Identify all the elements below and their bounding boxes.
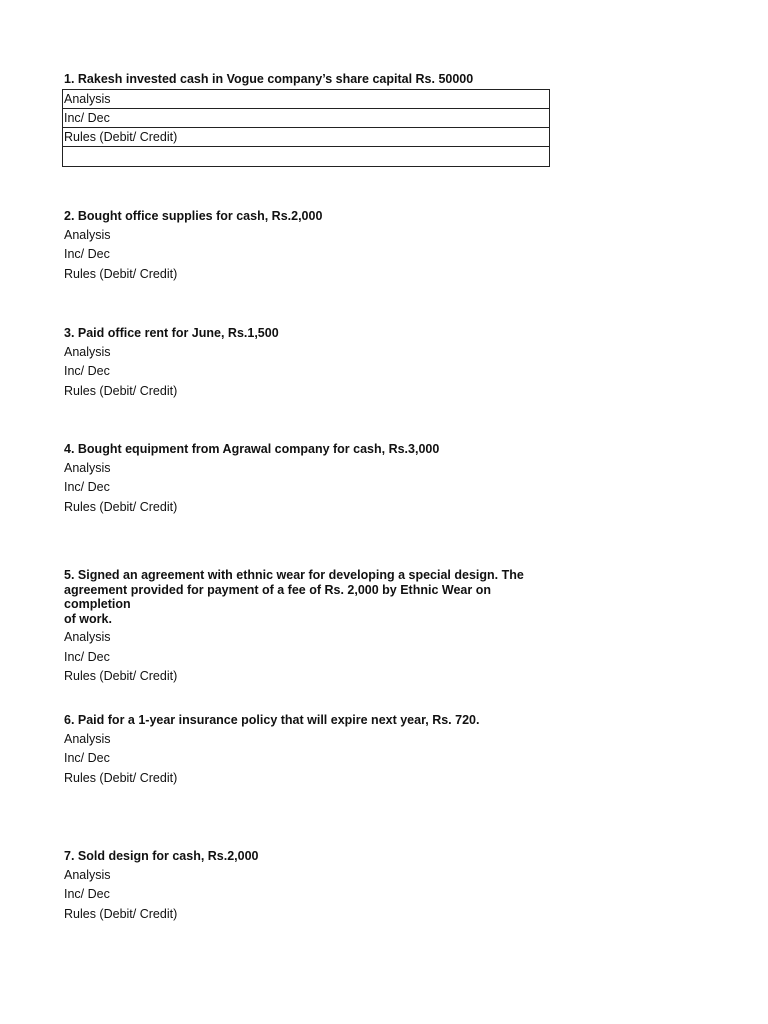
inc-dec-cell: Inc/ Dec — [63, 109, 550, 128]
rules-label: Rules (Debit/ Credit) — [64, 266, 178, 281]
inc-dec-label: Inc/ Dec — [64, 649, 110, 664]
rules-label: Rules (Debit/ Credit) — [64, 906, 178, 921]
analysis-cell: Analysis — [63, 90, 550, 109]
question-2-title: 2. Bought office supplies for cash, Rs.2,000 — [64, 209, 323, 223]
question-5 — [64, 568, 554, 687]
analysis-label: Analysis — [64, 227, 111, 242]
inc-dec-label: Inc/ Dec — [64, 751, 110, 765]
question-1-table — [62, 89, 550, 167]
inc-dec-label: Inc/ Dec — [64, 247, 110, 261]
analysis-label: Analysis — [64, 867, 111, 882]
question-3 — [64, 326, 554, 401]
empty-cell — [63, 147, 550, 167]
analysis-label: Analysis — [64, 460, 111, 475]
rules-label: Rules (Debit/ Credit) — [64, 770, 178, 785]
analysis-label: Analysis — [64, 344, 111, 359]
question-6-title: 6. Paid for a 1-year insurance policy that will expire next year, Rs. 720. — [64, 713, 480, 727]
rules-cell: Rules (Debit/ Credit) — [63, 128, 550, 147]
rules-label: Rules (Debit/ Credit) — [64, 669, 178, 683]
question-5-title-line-3: of work. — [64, 611, 112, 626]
inc-dec-label: Inc/ Dec — [64, 480, 110, 494]
table-row — [63, 109, 550, 128]
question-5-title-line-2: agreement provided for payment of a fee of Rs. 2,000 by Ethnic Wear on completion — [64, 582, 491, 611]
rules-label: Rules (Debit/ Credit) — [64, 499, 178, 514]
question-7 — [64, 849, 554, 924]
question-3-title: 3. Paid office rent for June, Rs.1,500 — [64, 326, 279, 340]
table-row-empty — [63, 147, 550, 167]
analysis-label: Analysis — [64, 731, 111, 746]
inc-dec-label: Inc/ Dec — [64, 887, 110, 901]
question-1-title: 1. Rakesh invested cash in Vogue company’s share capital Rs. 50000 — [64, 72, 474, 86]
question-6 — [64, 713, 554, 788]
question-7-title: 7. Sold design for cash, Rs.2,000 — [64, 849, 259, 863]
table-row — [63, 128, 550, 147]
rules-label: Rules (Debit/ Credit) — [64, 383, 178, 398]
analysis-label: Analysis — [64, 630, 111, 644]
question-5-title-line-1: 5. Signed an agreement with ethnic wear for developing a special design. The — [64, 568, 524, 582]
question-4 — [64, 442, 554, 517]
question-4-title: 4. Bought equipment from Agrawal company for cash, Rs.3,000 — [64, 442, 440, 456]
table-row — [63, 90, 550, 109]
inc-dec-label: Inc/ Dec — [64, 364, 110, 378]
question-2 — [64, 209, 554, 284]
